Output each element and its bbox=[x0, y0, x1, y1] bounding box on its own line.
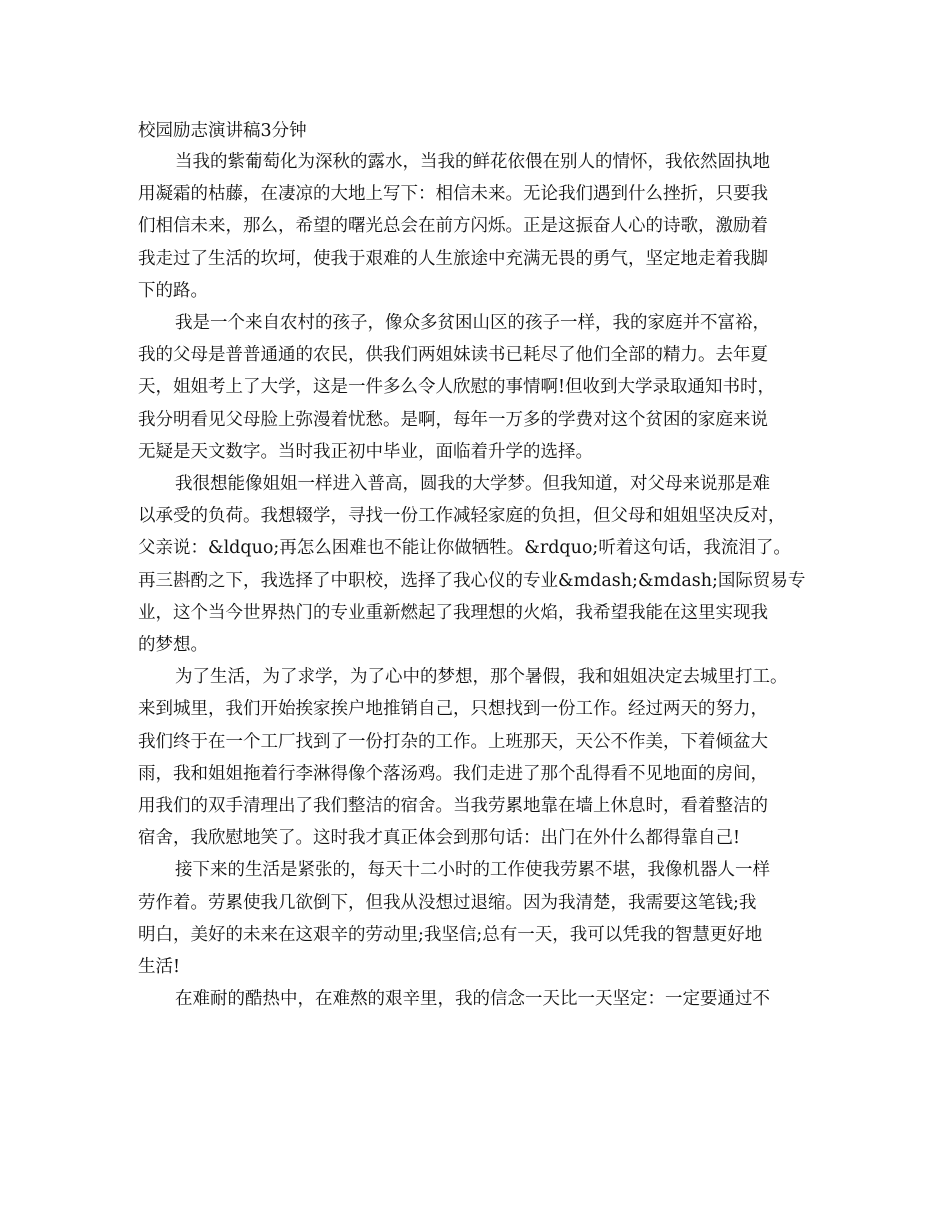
paragraph-3 bbox=[138, 468, 828, 661]
paragraph-line: 雨，我和姐姐拖着行李淋得像个落汤鸡。我们走进了那个乱得看不见地面的房间， bbox=[138, 763, 768, 784]
paragraph-line: 生活! bbox=[138, 957, 181, 978]
paragraph-6 bbox=[138, 983, 828, 1015]
document-body bbox=[138, 118, 828, 1015]
paragraph-line: 下的路。 bbox=[138, 280, 208, 301]
paragraph-line: 再三斟酌之下，我选择了中职校，选择了我心仪的专业&mdash;&mdash;国际贸易专 bbox=[138, 570, 806, 591]
paragraph-line: 为了生活，为了求学，为了心中的梦想，那个暑假，我和姐姐决定去城里打工。 bbox=[175, 667, 788, 688]
paragraph-line: 我是一个来自农村的孩子，像众多贫困山区的孩子一样，我的家庭并不富裕， bbox=[175, 313, 770, 334]
paragraph-line: 明白，美好的未来在这艰辛的劳动里;我坚信;总有一天，我可以凭我的智慧更好地 bbox=[138, 924, 763, 945]
paragraph-line: 我走过了生活的坎坷，使我于艰难的人生旅途中充满无畏的勇气，坚定地走着我脚 bbox=[138, 248, 768, 269]
paragraph-line: 来到城里，我们开始挨家挨户地推销自己，只想找到一份工作。经过两天的努力， bbox=[138, 699, 768, 720]
paragraph-line: 用我们的双手清理出了我们整洁的宿舍。当我劳累地靠在墙上休息时，看着整洁的 bbox=[138, 796, 768, 817]
paragraph-line: 劳作着。劳累使我几欲倒下，但我从没想过退缩。因为我清楚，我需要这笔钱;我 bbox=[138, 892, 757, 913]
paragraph-4 bbox=[138, 661, 828, 854]
document-title: 校园励志演讲稿3分钟 bbox=[138, 121, 307, 141]
paragraph-line: 接下来的生活是紧张的，每天十二小时的工作使我劳累不堪，我像机器人一样 bbox=[175, 860, 770, 881]
paragraph-line: 我们终于在一个工厂找到了一份打杂的工作。上班那天，天公不作美，下着倾盆大 bbox=[138, 731, 768, 752]
paragraph-line: 业，这个当今世界热门的专业重新燃起了我理想的火焰，我希望我能在这里实现我 bbox=[138, 602, 768, 623]
paragraph-1 bbox=[138, 146, 828, 307]
paragraph-line: 们相信未来，那么，希望的曙光总会在前方闪烁。正是这振奋人心的诗歌，激励着 bbox=[138, 216, 768, 237]
paragraph-line: 以承受的负荷。我想辍学，寻找一份工作减轻家庭的负担，但父母和姐姐坚决反对， bbox=[138, 506, 786, 527]
paragraph-line: 我很想能像姐姐一样进入普高，圆我的大学梦。但我知道，对父母来说那是难 bbox=[175, 474, 770, 495]
paragraph-line: 父亲说：&ldquo;再怎么困难也不能让你做牺牲。&rdquo;听着这句话，我流泪了。 bbox=[138, 538, 791, 559]
paragraph-line: 宿舍，我欣慰地笑了。这时我才真正体会到那句话：出门在外什么都得靠自己! bbox=[138, 828, 741, 849]
paragraph-line: 当我的紫葡萄化为深秋的露水，当我的鲜花依偎在别人的情怀，我依然固执地 bbox=[175, 152, 770, 172]
paragraph-2 bbox=[138, 307, 828, 468]
paragraph-line: 在难耐的酷热中，在难熬的艰辛里，我的信念一天比一天坚定：一定要通过不 bbox=[175, 989, 770, 1010]
paragraph-line: 我的父母是普普通通的农民，供我们两姐妹读书已耗尽了他们全部的精力。去年夏 bbox=[138, 345, 768, 366]
paragraph-5 bbox=[138, 854, 828, 983]
paragraph-line: 用凝霜的枯藤，在凄凉的大地上写下：相信未来。无论我们遇到什么挫折，只要我 bbox=[138, 184, 768, 205]
paragraph-line: 我分明看见父母脸上弥漫着忧愁。是啊，每年一万多的学费对这个贫困的家庭来说 bbox=[138, 409, 768, 430]
paragraph-line: 天，姐姐考上了大学，这是一件多么令人欣慰的事情啊!但收到大学录取通知书时， bbox=[138, 377, 776, 398]
paragraph-line: 的梦想。 bbox=[138, 635, 208, 656]
paragraph-line: 无疑是天文数字。当时我正初中毕业，面临着升学的选择。 bbox=[138, 441, 593, 462]
